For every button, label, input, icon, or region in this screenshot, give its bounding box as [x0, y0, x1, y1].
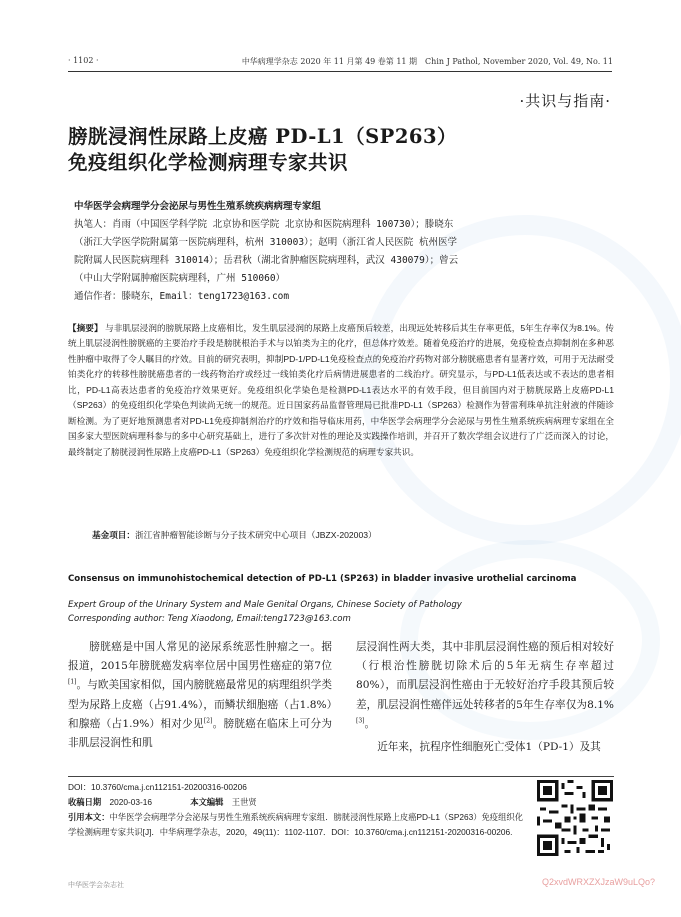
received-label: 收稿日期 — [68, 797, 102, 807]
body-text: 膀胱癌是中国人常见的泌尿系统恶性肿瘤之一。据报道，2015年膀胱癌发病率位居中国男性癌症的第7位 — [68, 641, 332, 673]
funding-text: 浙江省肿瘤智能诊断与分子技术研究中心项目（JBZX-202003） — [134, 530, 377, 540]
body-text: 层浸润性两大类，其中非肌层浸润性癌的预后相对较好（行根治性膀胱切除术后的5年无病生存率超过80%），而肌层浸润性癌由于无较好治疗手段其预后较差，肌层浸润性癌伴远处转移者的5年生存率仅为8.1% — [356, 641, 614, 711]
author-line: （中山大学附属肿瘤医院病理科，广州 510060） — [74, 273, 286, 284]
editor-label: 本文编辑 — [190, 797, 224, 807]
dates-line — [68, 795, 518, 810]
body-text: 近年来，抗程序性细胞死亡受体1（PD-1）及其 — [377, 741, 601, 754]
publisher-logo: 中华医学会杂志社 — [68, 881, 124, 889]
correspondence: 通信作者：滕晓东，Email：teng1723@163.com — [74, 291, 290, 302]
english-title: Consensus on immunohistochemical detection of PD-L1 (SP263) in bladder invasive urothelial carcinoma — [68, 574, 577, 584]
citation-block — [68, 810, 528, 840]
author-line: 执笔人：肖雨（中国医学科学院 北京协和医学院 北京协和医院病理科 100730）；滕晓东 — [74, 219, 454, 230]
footnote-rule — [68, 776, 614, 777]
abstract — [68, 321, 614, 460]
doi[interactable]: DOI：10.3760/cma.j.cn112151-20200316-00206 — [68, 782, 247, 792]
english-affiliation — [68, 598, 614, 626]
body-left-column — [68, 638, 332, 753]
citation-ref[interactable]: [1] — [68, 678, 77, 686]
author-line: （浙江大学医学院附属第一医院病理科，杭州 310003）；赵明（浙江省人民医院 杭州医学 — [74, 237, 458, 248]
watermark-text: Q2xvdWRXZXJzaW9uLQo? — [541, 877, 655, 887]
funding — [92, 529, 377, 541]
journal-header: 中华病理学杂志 2020 年 11 月第 49 卷第 11 期 Chin J Pathol, November 2020, Vol. 49, No. 11 — [241, 57, 613, 66]
received-date: 2020-03-16 — [109, 797, 152, 807]
abstract-label: 【摘要】 — [68, 323, 103, 333]
cite-label: 引用本文： — [68, 812, 110, 822]
body-text: 。 — [364, 717, 376, 730]
abstract-text: 与非肌层浸润的膀胱尿路上皮癌相比，发生肌层浸润的尿路上皮癌预后较差，出现远处转移后其生存率更低，5年生存率仅为8.1%。传统上肌层浸润性膀胱癌的主要治疗手段是膀胱根治手术与以铂类为主的化疗，但总体疗效差。随着免疫治疗的进展，免疫检查点抑制剂在多种恶性肿瘤中取得了令人瞩目的疗效。目前的研究表明，抑制PD-1/PD-L1免疫检查点的免疫治疗药物对部分膀胱癌患者有显著疗效，可用于无法耐受铂类化疗的转移性膀胱癌患者的一线药物治疗或经过一线铂类化疗后病情进展患者的二线治疗。研究显示，与PD-L1低表达或不表达的患者相比，PD-L1高表达患者的免疫治疗效果更好。免疫组织化学染色是检测PD-L1表达水平的有效手段，但目前国内对于膀胱尿路上皮癌PD-L1（SP263）的免疫组织化学染色判读尚无统一的规范。近日国家药品监督管理局已批准PD-L1（SP263）检测作为替雷利珠单抗注射液的伴随诊断检测。为了更好地预测患者对PD-L1免疫抑制剂治疗的疗效和指导临床用药，中华医学会病理学分会泌尿与男性生殖系统疾病病理专家组在全国多家大型医院病理科参与的多中心研究基础上，进行了多次针对性的理论及实践操作培训，并召开了数次学组会议进行了广泛而深入的讨论，最终制定了膀胱浸润性尿路上皮癌PD-L1（SP263）免疫组织化学检测规范的病理专家共识。 — [68, 323, 614, 457]
author-line: 院附属人民医院病理科 310014）；岳君秋（湖北省肿瘤医院病理科，武汉 430079）；曾云 — [74, 255, 459, 266]
cite-text: 中华医学会病理学分会泌尿与男性生殖系统疾病病理专家组．膀胱浸润性尿路上皮癌PD-L1（SP263）免疫组织化学检测病理专家共识[J]．中华病理学杂志，2020，49(11)：1102-1107．DOI：10.3760/cma.j.cn112151-20200316-00206. — [68, 812, 523, 837]
body-text: 。与欧美国家相似，国内膀胱癌最常见的病理组织学类型为尿路上皮癌（占91.4%），而鳞状细胞癌（占1.8%）和腺癌（占1.9%）相对少见 — [68, 679, 332, 730]
author-group: 中华医学会病理学分会泌尿与男性生殖系统疾病病理专家组 — [74, 201, 322, 212]
english-group: Expert Group of the Urinary System and Male Genital Organs, Chinese Society of Pathology — [68, 600, 462, 610]
header-rule — [68, 71, 612, 72]
citation-ref[interactable]: [2] — [203, 717, 213, 725]
title-line-2: 免疫组织化学检测病理专家共识 — [68, 151, 349, 174]
title-line-1: 膀胱浸润性尿路上皮癌 PD-L1（SP263） — [68, 125, 458, 148]
qr-code-icon[interactable] — [537, 780, 613, 856]
body-text: 。膀胱癌在临床上可分为非肌层浸润性和肌 — [68, 717, 332, 750]
page-number: · 1102 · — [68, 56, 99, 65]
funding-label: 基金项目： — [92, 530, 135, 540]
body-right-column — [356, 638, 614, 757]
english-corresponding: Corresponding author: Teng Xiaodong, Email:teng1723@163.com — [68, 614, 351, 624]
citation-ref[interactable]: [3] — [356, 717, 365, 725]
editor-name: 王世贤 — [231, 797, 257, 807]
section-tag: ·共识与指南· — [519, 92, 611, 110]
